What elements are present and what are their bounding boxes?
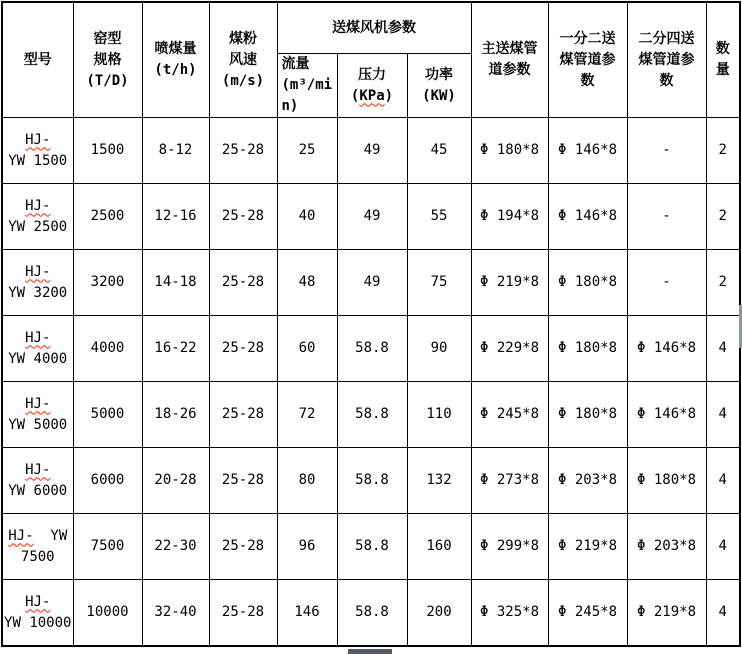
cell-flow: 146 (277, 580, 337, 647)
model-line2: YW 5000 (8, 416, 68, 433)
cell-main-pipe: Φ 273*8 (471, 448, 548, 514)
cell-split4-pipe: Φ 180*8 (627, 448, 706, 514)
table-header (2, 2, 740, 118)
cell-wind-speed: 25-28 (209, 514, 277, 580)
cell-main-pipe: Φ 299*8 (471, 514, 548, 580)
cell-wind-speed: 25-28 (209, 184, 277, 250)
cell-split4-pipe: - (627, 250, 706, 316)
cell-power: 132 (407, 448, 471, 514)
cell-split2-pipe: Φ 245*8 (548, 580, 627, 647)
cell-wind-speed: 25-28 (209, 250, 277, 316)
cell-wind-speed: 25-28 (209, 118, 277, 184)
cell-kiln-spec: 6000 (73, 448, 142, 514)
cell-coal-rate: 12-16 (142, 184, 209, 250)
cell-split2-pipe: Φ 203*8 (548, 448, 627, 514)
cell-main-pipe: Φ 229*8 (471, 316, 548, 382)
cell-wind-speed: 25-28 (209, 382, 277, 448)
cell-kiln-spec: 3200 (73, 250, 142, 316)
cell-power: 200 (407, 580, 471, 647)
model-wavy-text: HJ- (25, 329, 51, 346)
cell-flow: 25 (277, 118, 337, 184)
cell-qty: 2 (706, 118, 740, 184)
col-header-split2-pipe: 一分二送 煤管道参 数 (548, 2, 627, 118)
cell-model: HJ- YW 7500 (2, 514, 73, 580)
cell-pressure: 58.8 (337, 514, 407, 580)
model-line2: YW 1500 (8, 152, 68, 169)
model-wavy-text: HJ- (25, 593, 51, 610)
model-wavy-text: HJ- (25, 263, 51, 280)
cell-split2-pipe: Φ 219*8 (548, 514, 627, 580)
model-line2: YW 4000 (8, 350, 68, 367)
cell-wind-speed: 25-28 (209, 448, 277, 514)
table-body (2, 118, 740, 647)
cell-kiln-spec: 10000 (73, 580, 142, 647)
col-header-flow: 流量 (m³/mi n) (277, 54, 337, 118)
cell-coal-rate: 16-22 (142, 316, 209, 382)
model-wavy-text: HJ- (8, 527, 34, 544)
table-row (2, 580, 740, 647)
cell-pressure: 49 (337, 184, 407, 250)
cell-qty: 4 (706, 580, 740, 647)
cell-qty: 4 (706, 382, 740, 448)
cell-split2-pipe: Φ 180*8 (548, 316, 627, 382)
cell-qty: 4 (706, 448, 740, 514)
col-header-split4-pipe: 二分四送 煤管道参 数 (627, 2, 706, 118)
model-line2: YW 3200 (8, 284, 68, 301)
cell-split2-pipe: Φ 146*8 (548, 184, 627, 250)
table-row (2, 118, 740, 184)
col-header-fan-group: 送煤风机参数 (277, 2, 471, 54)
col-header-coal-rate: 喷煤量 (t/h) (142, 2, 209, 118)
cell-pressure: 58.8 (337, 316, 407, 382)
cell-split4-pipe: Φ 146*8 (627, 382, 706, 448)
cell-qty: 2 (706, 184, 740, 250)
cell-wind-speed: 25-28 (209, 580, 277, 647)
cell-power: 45 (407, 118, 471, 184)
col-header-qty: 数 量 (706, 2, 740, 118)
cell-qty: 2 (706, 250, 740, 316)
cell-power: 55 (407, 184, 471, 250)
cell-main-pipe: Φ 194*8 (471, 184, 548, 250)
cell-pressure: 58.8 (337, 580, 407, 647)
cell-pressure: 49 (337, 118, 407, 184)
cell-main-pipe: Φ 245*8 (471, 382, 548, 448)
cell-wind-speed: 25-28 (209, 316, 277, 382)
cell-split2-pipe: Φ 180*8 (548, 250, 627, 316)
cell-pressure: 58.8 (337, 382, 407, 448)
cell-model (2, 250, 73, 316)
cell-flow: 72 (277, 382, 337, 448)
cell-kiln-spec: 4000 (73, 316, 142, 382)
table-row (2, 382, 740, 448)
cell-main-pipe: Φ 180*8 (471, 118, 548, 184)
cell-kiln-spec: 5000 (73, 382, 142, 448)
cell-model (2, 580, 73, 647)
model-wavy-text: HJ- (25, 395, 51, 412)
cell-qty: 4 (706, 316, 740, 382)
cell-coal-rate: 18-26 (142, 382, 209, 448)
cell-main-pipe: Φ 325*8 (471, 580, 548, 647)
model-line2: YW 10000 (4, 614, 72, 631)
cell-pressure: 58.8 (337, 448, 407, 514)
col-header-wind-speed: 煤粉 风速 (m/s) (209, 2, 277, 118)
model-wavy-text: HJ- (25, 461, 51, 478)
table-row (2, 448, 740, 514)
spec-table (1, 1, 741, 647)
col-header-pressure: 压力 (KPa) (337, 54, 407, 118)
cell-split4-pipe: Φ 146*8 (627, 316, 706, 382)
model-line2: YW 2500 (8, 218, 68, 235)
cell-flow: 96 (277, 514, 337, 580)
cell-main-pipe: Φ 219*8 (471, 250, 548, 316)
cell-coal-rate: 32-40 (142, 580, 209, 647)
cell-model (2, 382, 73, 448)
model-line2: 7500 (20, 548, 55, 565)
model-wavy-text: HJ- (25, 131, 51, 148)
col-header-kiln-spec: 窑型 规格 (T/D) (73, 2, 142, 118)
cell-kiln-spec: 1500 (73, 118, 142, 184)
cell-power: 110 (407, 382, 471, 448)
model-line2: YW 6000 (8, 482, 68, 499)
cell-coal-rate: 22-30 (142, 514, 209, 580)
cell-flow: 80 (277, 448, 337, 514)
col-header-model: 型号 (2, 2, 73, 118)
cell-split4-pipe: - (627, 184, 706, 250)
col-header-main-pipe: 主送煤管 道参数 (471, 2, 548, 118)
cell-split2-pipe: Φ 180*8 (548, 382, 627, 448)
cell-model (2, 184, 73, 250)
cell-kiln-spec: 7500 (73, 514, 142, 580)
cell-model (2, 118, 73, 184)
cell-split4-pipe: Φ 219*8 (627, 580, 706, 647)
model-wavy-text: HJ- (25, 197, 51, 214)
cell-pressure: 49 (337, 250, 407, 316)
cell-flow: 40 (277, 184, 337, 250)
spellcheck-squiggle: KPa (359, 87, 385, 104)
cell-split4-pipe: Φ 203*8 (627, 514, 706, 580)
cell-flow: 48 (277, 250, 337, 316)
cell-split4-pipe: - (627, 118, 706, 184)
table-row (2, 514, 740, 580)
cell-split2-pipe: Φ 146*8 (548, 118, 627, 184)
cell-flow: 60 (277, 316, 337, 382)
cell-kiln-spec: 2500 (73, 184, 142, 250)
table-row (2, 184, 740, 250)
table-row (2, 316, 740, 382)
cell-power: 75 (407, 250, 471, 316)
cell-coal-rate: 8-12 (142, 118, 209, 184)
cell-coal-rate: 20-28 (142, 448, 209, 514)
col-header-power: 功率 (KW) (407, 54, 471, 118)
cell-power: 90 (407, 316, 471, 382)
horizontal-scrollbar-thumb[interactable] (348, 649, 392, 654)
cell-model (2, 448, 73, 514)
table-row (2, 250, 740, 316)
cell-coal-rate: 14-18 (142, 250, 209, 316)
cell-model (2, 316, 73, 382)
cell-qty: 4 (706, 514, 740, 580)
cell-power: 160 (407, 514, 471, 580)
